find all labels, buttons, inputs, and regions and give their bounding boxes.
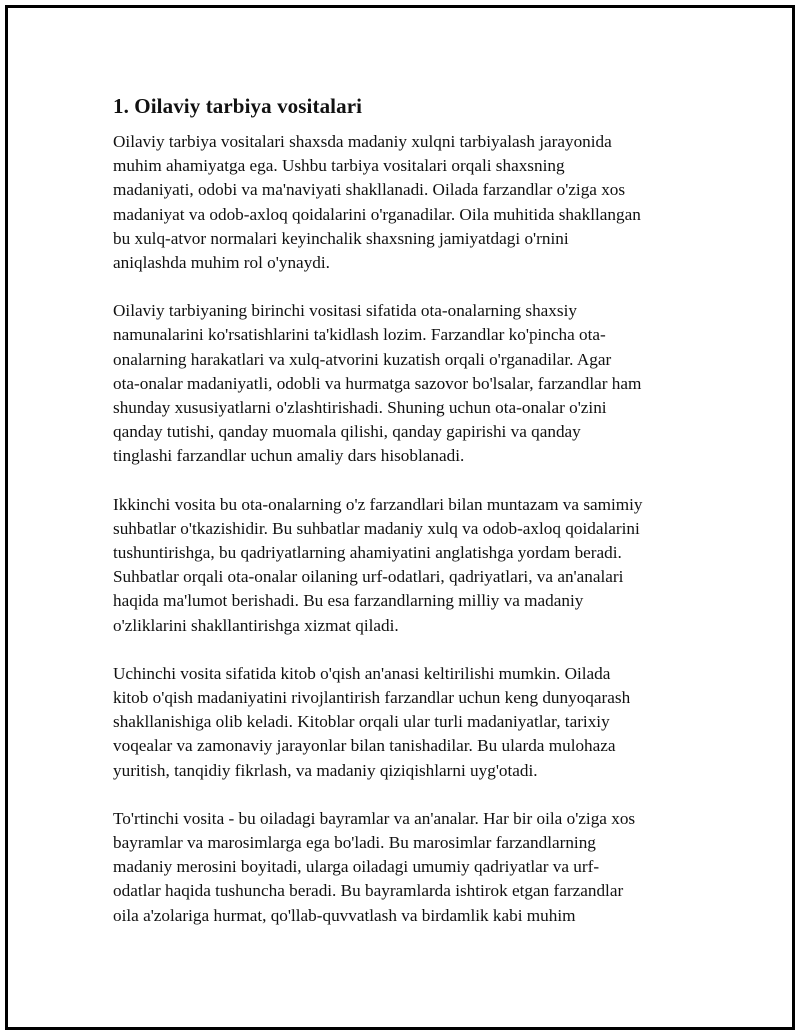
text-line: kitob o'qish madaniyatini rivojlantirish farzandlar uchun keng dunyoqarash <box>113 688 631 708</box>
text-line: muhim ahamiyatga ega. Ushbu tarbiya vositalari orqali shaxsning <box>113 156 565 176</box>
paragraph-5 <box>113 807 693 928</box>
text-line: bayramlar va marosimlarga ega bo'ladi. Bu marosimlar farzandlarning <box>113 833 596 853</box>
text-line: Suhbatlar orqali ota-onalar oilaning urf-odatlari, qadriyatlari, va an'analari <box>113 567 624 587</box>
section-title: 1. Oilaviy tarbiya vositalari <box>113 94 363 118</box>
paragraph-3 <box>113 493 693 638</box>
text-line: voqealar va zamonaviy jarayonlar bilan tanishadilar. Bu ularda mulohaza <box>113 736 616 756</box>
text-line: madaniyat va odob-axloq qoidalarini o'rganadilar. Oila muhitida shakllangan <box>113 204 641 224</box>
text-line: madaniy merosini boyitadi, ularga oiladagi umumiy qadriyatlar va urf- <box>113 857 600 877</box>
text-line: odatlar haqida tushuncha beradi. Bu bayramlarda ishtirok etgan farzandlar <box>113 881 624 901</box>
text-line: tinglashi farzandlar uchun amaliy dars hisoblanadi. <box>113 446 465 466</box>
text-line: To'rtinchi vosita - bu oiladagi bayramlar va an'analar. Har bir oila o'ziga xos <box>113 808 636 828</box>
paragraph-1 <box>113 130 693 275</box>
text-line: qanday tutishi, qanday muomala qilishi, qanday gapirishi va qanday <box>113 422 581 442</box>
text-line: yuritish, tanqidiy fikrlash, va madaniy qiziqishlarni uyg'otadi. <box>113 760 538 780</box>
text-line: bu xulq-atvor normalari keyinchalik shaxsning jamiyatdagi o'rnini <box>113 228 569 248</box>
text-line: tushuntirishga, bu qadriyatlarning ahamiyatini anglatishga yordam beradi. <box>113 543 622 563</box>
text-line: o'zliklarini shakllantirishga xizmat qiladi. <box>113 615 399 635</box>
paragraph-2 <box>113 299 693 468</box>
document-body <box>113 92 693 952</box>
text-line: madaniyati, odobi va ma'naviyati shakllanadi. Oilada farzandlar o'ziga xos <box>113 180 626 200</box>
text-line: aniqlashda muhim rol o'ynaydi. <box>113 253 330 273</box>
text-line: haqida ma'lumot berishadi. Bu esa farzandlarning milliy va madaniy <box>113 591 584 611</box>
text-line: onalarning harakatlari va xulq-atvorini kuzatish orqali o'rganadilar. Agar <box>113 349 612 369</box>
text-line: shunday xususiyatlarni o'zlashtirishadi. Shuning uchun ota-onalar o'zini <box>113 398 607 418</box>
text-line: namunalarini ko'rsatishlarini ta'kidlash lozim. Farzandlar ko'pincha ota- <box>113 325 606 345</box>
paragraph-4 <box>113 662 693 783</box>
text-line: Oilaviy tarbiyaning birinchi vositasi sifatida ota-onalarning shaxsiy <box>113 301 577 321</box>
text-line: shakllanishiga olib keladi. Kitoblar orqali ular turli madaniyatlar, tarixiy <box>113 712 610 732</box>
text-line: Uchinchi vosita sifatida kitob o'qish an'anasi keltirilishi mumkin. Oilada <box>113 663 611 683</box>
text-line: Oilaviy tarbiya vositalari shaxsda madaniy xulqni tarbiyalash jarayonida <box>113 132 612 151</box>
text-line: suhbatlar o'tkazishidir. Bu suhbatlar madaniy xulq va odob-axloq qoidalarini <box>113 518 640 538</box>
text-line: oila a'zolariga hurmat, qo'llab-quvvatlash va birdamlik kabi muhim <box>113 905 576 925</box>
text-line: ota-onalar madaniyatli, odobli va hurmatga sazovor bo'lsalar, farzandlar ham <box>113 373 642 393</box>
text-line: Ikkinchi vosita bu ota-onalarning o'z farzandlari bilan muntazam va samimiy <box>113 494 643 514</box>
